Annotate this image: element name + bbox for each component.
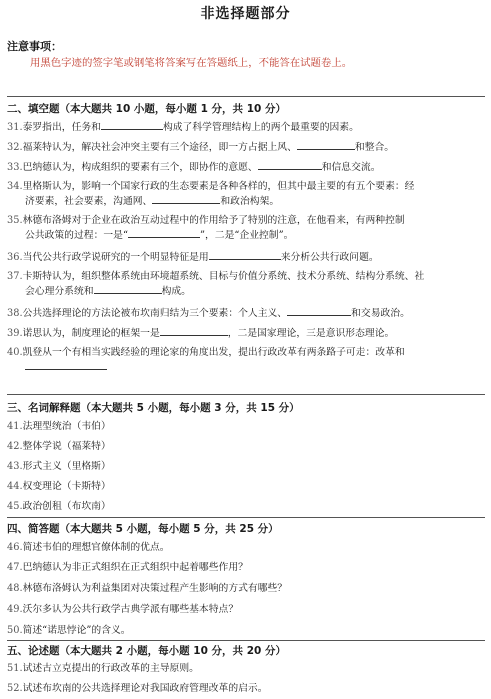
question-text: 林德布洛姆认为利益集团对决策过程产生影响的方式有哪些？ [22,583,288,594]
short-answer-46 [7,541,485,555]
question-text: 诺思认为，制度理论的框架一是 [22,328,160,339]
question-text: 和信息交流。 [321,162,381,173]
section-divider [7,96,485,97]
short-answer-50 [7,624,485,638]
question-text: 权变理论（卡斯特） [22,481,111,492]
question-text: 会心理分系统和 [25,286,94,297]
question-number: 32. [7,142,23,153]
question-text: 形式主义（里格斯） [22,461,111,472]
section3-heading: 三、名词解释题（本大题共 5 小题，每小题 3 分，共 15 分） [7,402,300,414]
question-text: 简述韦伯的理想官僚体制的优点。 [22,542,170,553]
question-text: 巴纳德认为非正式组织在正式组织中起着哪些作用？ [22,562,248,573]
question-text: 泰罗指出，任务和 [22,122,101,133]
question-number: 46. [7,542,23,553]
question-text: 构成了科学管理结构上的两个最重要的因素。 [162,122,359,133]
question-36 [7,250,485,265]
question-text: 凯登从一个有相当实践经验的理论家的角度出发，提出行政改革有两条路子可走：改革和 [22,347,405,358]
answer-blank [101,120,163,130]
answer-blank [25,360,107,370]
question-number: 41. [7,421,23,432]
question-text: ，二是国家理论，三是意识形态理论。 [227,328,395,339]
question-40 [7,346,485,375]
question-text: 和交易政治。 [351,308,410,319]
question-number: 34. [7,181,23,192]
question-number: 50. [7,625,23,636]
question-number: 52. [7,683,23,694]
section-divider [7,517,485,518]
question-32 [7,140,485,155]
question-37 [7,270,485,299]
answer-blank [94,284,162,294]
question-31 [7,120,485,135]
question-number: 40. [7,347,23,358]
term-45 [7,500,485,514]
question-text: 福莱特认为，解决社会冲突主要有三个途径，即一方占据上风、 [22,142,297,153]
question-number: 31. [7,122,23,133]
question-text: 里格斯认为，影响一个国家行政的生态要素是各种各样的，但其中最主要的有五个要素：经 [22,181,415,192]
term-42 [7,440,485,454]
question-text: 公共选择理论的方法论被布坎南归结为三个要素：个人主义、 [22,308,288,319]
short-answer-49 [7,603,485,617]
section5-heading: 五、论述题（本大题共 2 小题，每小题 10 分，共 20 分） [7,645,286,657]
answer-blank [258,160,322,170]
question-33 [7,160,485,175]
question-text: 法理型统治（韦伯） [22,421,111,432]
question-text: 构成。 [161,286,191,297]
question-number: 39. [7,328,23,339]
question-number: 44. [7,481,23,492]
answer-blank [287,306,351,316]
question-35 [7,214,485,243]
section-divider [7,640,485,641]
question-number: 35. [7,215,23,226]
question-34 [7,180,485,209]
question-text: 简述“诺思悖论”的含义。 [22,625,131,636]
answer-blank [128,228,200,238]
question-text: 政治创租（布坎南） [22,501,111,512]
essay-52 [7,682,485,696]
essay-51 [7,662,485,676]
question-number: 38. [7,308,23,319]
section-divider [7,394,485,395]
question-number: 36. [7,252,23,263]
notice-body [30,56,485,70]
page-title: 非选择题部分 [200,6,291,22]
question-number: 48. [7,583,23,594]
question-text: 当代公共行政学说研究的一个明显特征是用 [22,252,209,263]
question-number: 42. [7,441,23,452]
answer-blank [152,194,220,204]
question-text: 卡斯特认为，组织整体系统由环境超系统、目标与价值分系统、技术分系统、结构分系统、社 [22,271,425,282]
question-number: 43. [7,461,23,472]
question-text: 巴纳德认为，构成组织的要素有三个，即协作的意愿、 [22,162,258,173]
question-number: 45. [7,501,23,512]
notice-text: 用黑色字迹的签字笔或钢笔将答案写在答题纸上，不能答在试题卷上。 [30,57,353,69]
answer-blank [209,250,281,260]
term-44 [7,480,485,494]
short-answer-48 [7,582,485,596]
answer-blank [160,326,228,336]
question-38 [7,306,485,321]
question-text: 来分析公共行政问题。 [280,252,379,263]
question-text: 和整合。 [354,142,395,153]
term-43 [7,460,485,474]
question-number: 49. [7,604,23,615]
question-text: 林德布洛姆对于企业在政治互动过程中的作用给予了特别的注意，在他看来，有两种控制 [22,215,405,226]
question-text: ”，二是“企业控制”。 [199,230,294,241]
short-answer-47 [7,561,485,575]
notice-heading: 注意事项： [7,40,62,53]
question-text: 试述古立克提出的行政改革的主导原则。 [22,663,199,674]
term-41 [7,420,485,434]
question-text: 公共政策的过程：一是“ [25,230,128,241]
question-number: 47. [7,562,23,573]
question-number: 51. [7,663,23,674]
question-number: 37. [7,271,23,282]
answer-blank [297,140,355,150]
question-text: 试述布坎南的公共选择理论对我国政府管理改革的启示。 [22,683,268,694]
section4-heading: 四、简答题（本大题共 5 小题，每小题 5 分，共 25 分） [7,523,279,535]
question-39 [7,326,485,341]
section2-heading: 二、填空题（本大题共 10 小题，每小题 1 分，共 10 分） [7,103,286,115]
question-number: 33. [7,162,23,173]
question-text: 济要素，社会要素，沟通网、 [25,196,153,207]
question-text: 和政治构架。 [220,196,280,207]
question-text: 整体学说（福莱特） [22,441,111,452]
question-text: 沃尔多认为公共行政学古典学派有哪些基本特点？ [22,604,239,615]
